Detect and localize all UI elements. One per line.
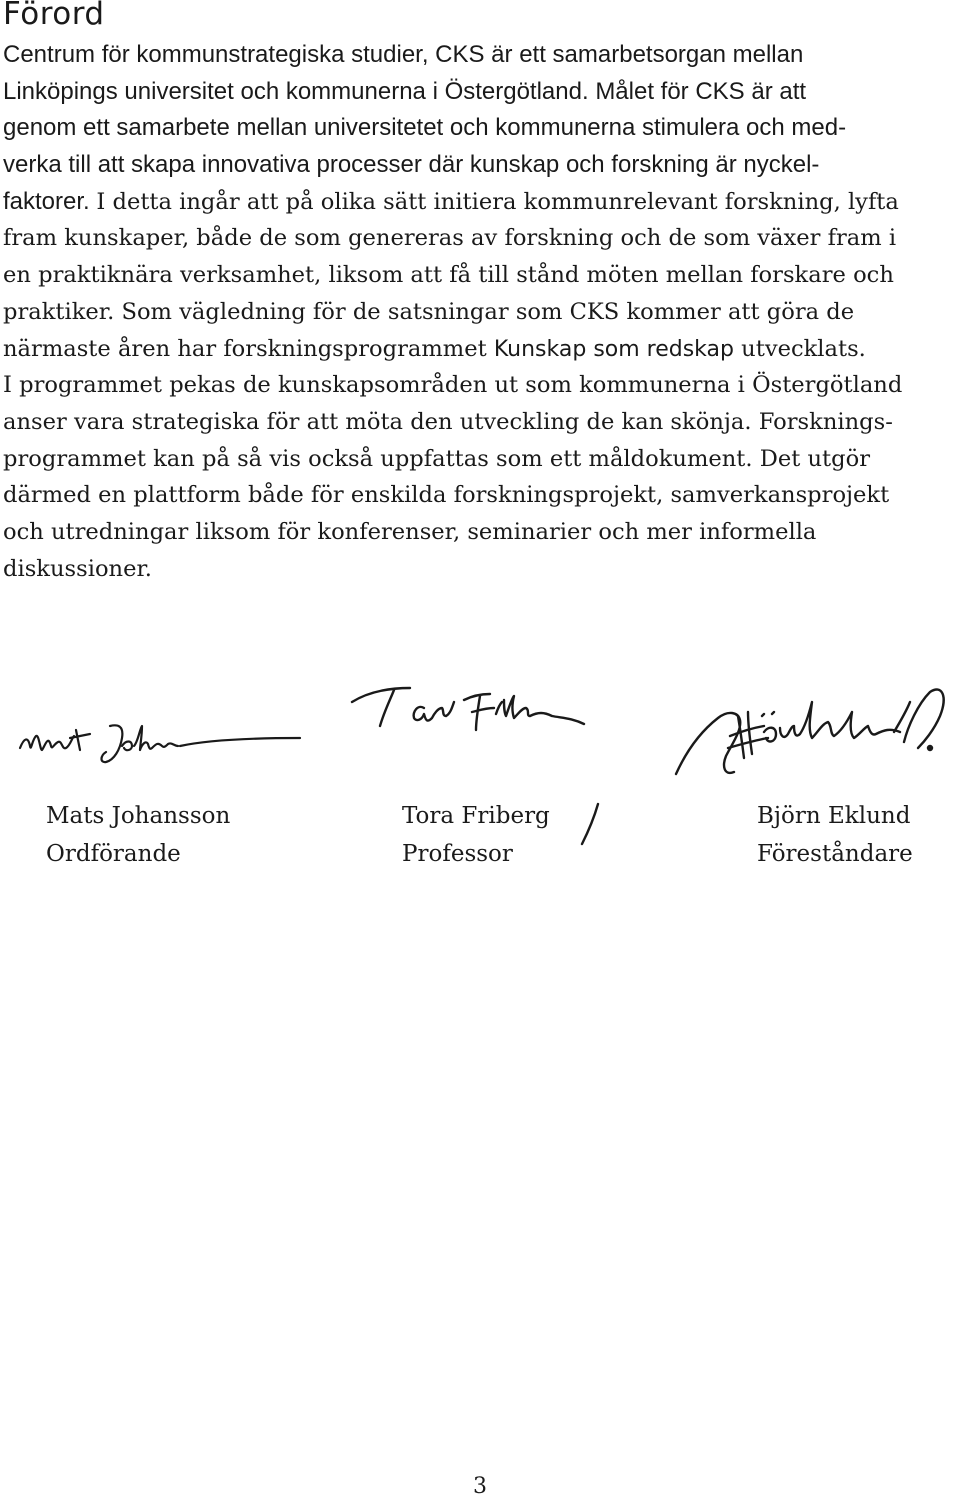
signature-bjorn-eklund [668, 682, 950, 802]
paragraph-line [3, 404, 953, 441]
page-heading: Förord [3, 0, 105, 32]
text-run: därmed en plattform både för enskilda forskningsprojekt, samverkansprojekt [3, 482, 890, 509]
paragraph-line [3, 294, 953, 331]
text-run: programmet kan på så vis också uppfattas som ett måldokument. Det utgör [3, 445, 870, 472]
signatory-name: Björn Eklund [757, 803, 911, 829]
page-number: 3 [473, 1474, 487, 1499]
paragraph-line [3, 514, 953, 551]
paragraph-line [3, 551, 953, 588]
paragraph-line [3, 477, 953, 514]
text-run: I programmet pekas de kunskapsområden ut som kommunerna i Östergötland [3, 372, 903, 399]
text-run: genom ett samarbete mellan universitetet och kommunerna stimulera och med- [3, 114, 847, 142]
signatory-3 [757, 797, 913, 873]
signatory-name: Mats Johansson [46, 803, 231, 829]
paragraph-line [3, 184, 953, 221]
signatory-title: Ordförande [46, 841, 181, 867]
text-run: och utredningar liksom för konferenser, seminarier och mer informella [3, 518, 817, 545]
foreword-paragraph [3, 37, 953, 587]
text-run: närmaste åren har forskningsprogrammet [3, 335, 494, 362]
paragraph-line [3, 220, 953, 257]
paragraph-line [3, 110, 953, 147]
signatory-title: Föreståndare [757, 841, 913, 867]
paragraph-line [3, 257, 953, 294]
text-run: diskussioner. [3, 555, 152, 582]
text-run: faktorer. [3, 187, 97, 215]
paragraph-line [3, 331, 953, 368]
text-run: I detta ingår att på olika sätt initiera kommunrelevant forskning, lyfta [96, 188, 899, 215]
text-run: praktiker. Som vägledning för de satsningar som CKS kommer att göra de [3, 298, 855, 325]
paragraph-line [3, 74, 953, 111]
signature-mats-johansson [18, 716, 303, 772]
text-run: verka till att skapa innovativa processer där kunskap och forskning är nyckel- [3, 151, 820, 179]
text-run: Linköpings universitet och kommunerna i Östergötland. Målet för CKS är att [3, 77, 807, 105]
text-run: Centrum för kommunstrategiska studier, CKS är ett samarbetsorgan mellan [3, 41, 804, 68]
program-title: Kunskap som redskap [493, 336, 734, 362]
signatory-1 [46, 797, 230, 873]
signatory-2 [402, 797, 550, 873]
paragraph-line [3, 37, 953, 74]
paragraph-line [3, 147, 953, 184]
text-run: anser vara strategiska för att möta den utveckling de kan skönja. Forsknings- [3, 408, 893, 435]
paragraph-line [3, 441, 953, 478]
text-run: fram kunskaper, både de som genereras av forskning och de som växer fram i [3, 225, 897, 252]
paragraph-line [3, 367, 953, 404]
text-run: en praktiknära verksamhet, liksom att få till stånd möten mellan forskare och [3, 262, 894, 289]
signatory-name: Tora Friberg [402, 803, 550, 829]
text-run: utvecklats. [734, 335, 866, 362]
signatory-title: Professor [402, 841, 513, 867]
